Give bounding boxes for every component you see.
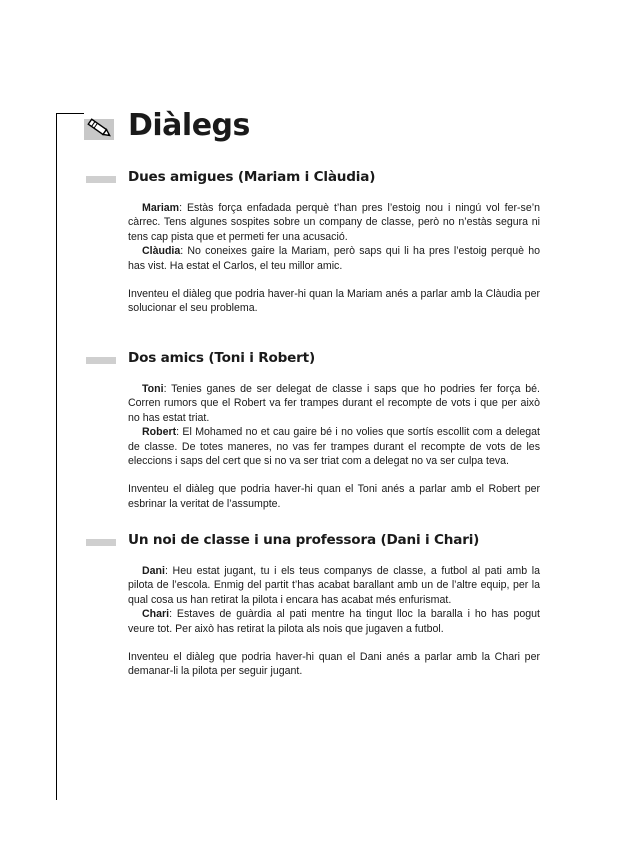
role-description [128,201,540,244]
role-description [128,244,540,273]
dialogue-section-2 [128,350,540,511]
speaker-name: Dani [142,565,165,577]
role-text: : Heu estat jugant, tu i els teus companys de classe, a futbol al pati amb la pilota de l’escola. Enmig del partit t’has acabat barallant amb un de l’altre equip, per la qual cosa us han retirat la pilota i encara has acabat més enfurismat. [128,565,540,606]
margin-rule-vertical [56,113,57,800]
speaker-name: Chari [142,608,170,621]
dialogue-section-1 [128,169,540,316]
margin-rule-horizontal [56,113,84,114]
section-marker [86,539,116,546]
role-description [128,564,540,607]
section-marker [86,176,116,183]
pencil-icon [84,116,114,140]
section-heading: Dos amics (Toni i Robert) [128,350,315,366]
role-description [128,382,540,425]
instruction-text: Inventeu el diàleg que podria haver-hi quan la Mariam anés a parlar amb la Clàudia per solucionar el seu problema. [128,288,540,315]
instruction-text: Inventeu el diàleg que podria haver-hi quan el Toni anés a parlar amb el Robert per esbrinar la veritat de l’assumpte. [128,483,540,510]
speaker-name: Toni [142,383,164,395]
speaker-name: Mariam [142,202,180,214]
role-text: : Estaves de guàrdia al pati mentre ha tingut lloc la baralla i ho has pogut veure tot. Per això has retirat la pilota als nois que jugaven a futbol. [128,608,540,635]
role-text: : Tenies ganes de ser delegat de classe i saps que ho podries fer força bé. Corren rumors que el Robert va fer trampes durant el recompte de vots i que per això no has estat triat. [128,383,540,424]
role-text: : El Mohamed no et cau gaire bé i no volies que sortís escollit com a delegat de classe. De totes maneres, no vas fer trampes durant el recompte de vots de les eleccions i saps del cert que si no va ser triat com a delegat no va ser culpa teva. [128,426,540,468]
section-marker [86,357,116,364]
speaker-name: Robert [142,426,177,439]
instruction-text: Inventeu el diàleg que podria haver-hi quan el Dani anés a parlar amb la Chari per demanar-li la pilota per seguir jugant. [128,651,540,678]
page-title: Diàlegs [128,108,250,143]
speaker-name: Clàudia [142,245,181,258]
section-heading: Dues amigues (Mariam i Clàudia) [128,169,376,185]
role-description [128,425,540,468]
role-text: : Estàs força enfadada perquè t’han pres l’estoig nou i ningú vol fer-se’n càrrec. Tens algunes sospites sobre un company de classe, però no n’estàs segura ni tens cap pista que et permeti fer una acusació. [128,202,540,243]
dialogue-section-3 [128,532,540,679]
role-description [128,607,540,636]
role-text: : No coneixes gaire la Mariam, però saps qui li ha pres l’estoig perquè ho has vist. Ha estat el Carlos, el teu millor amic. [128,245,540,272]
section-heading: Un noi de classe i una professora (Dani i Chari) [128,532,480,548]
